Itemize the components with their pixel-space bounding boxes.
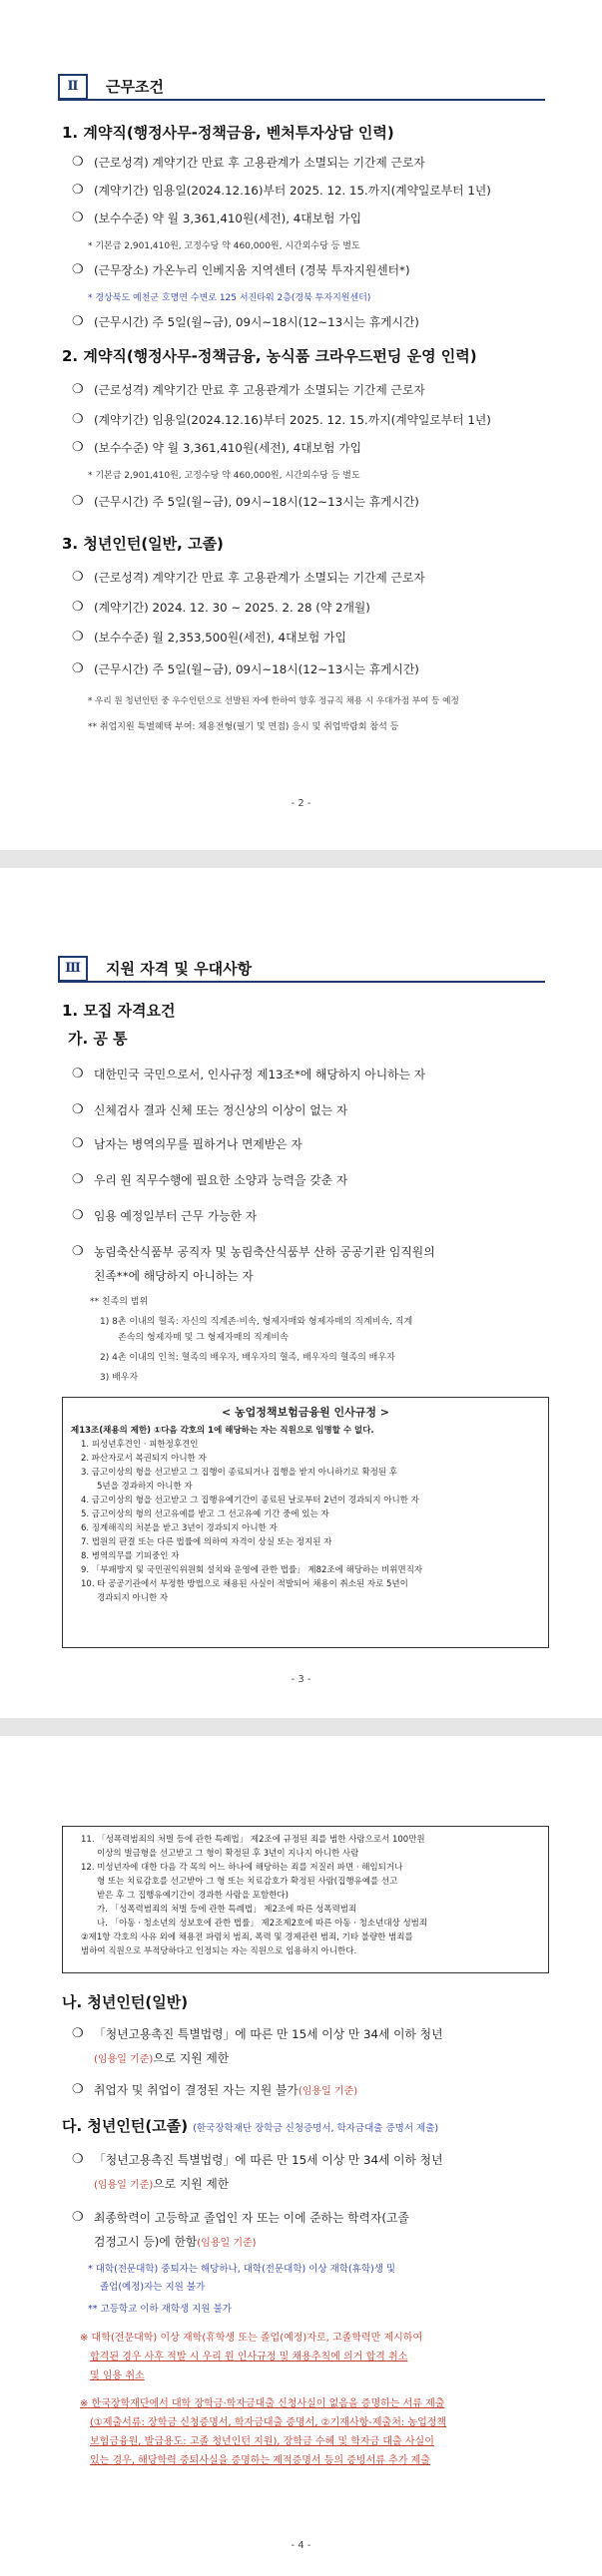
heading-contract-1: 1. 계약직(행정사무-정책금융, 벤처투자상담 인력) (62, 124, 394, 142)
regulation-line: 4. 금고이상의 형을 선고받고 그 집행유예기간이 종료된 날로부터 2년이 경과되지 아니한 자 (81, 1496, 419, 1505)
regulation-line: 8. 병역의무를 기피중인 자 (81, 1551, 180, 1561)
circle-bullet-icon: ❍ (72, 314, 84, 329)
list-item: ❍ (보수수준) 월 2,353,500원(세전), 4대보험 가입 (72, 627, 551, 648)
list-item: ❍ 최종학력이 고등학교 졸업인 자 또는 이에 준하는 학력자(고졸 (72, 2207, 551, 2229)
circle-bullet-icon: ❍ (72, 183, 84, 198)
list-item: ❍ 신체검사 결과 신체 또는 정신상의 이상이 없는 자 (72, 1099, 551, 1121)
circle-bullet-icon: ❍ (72, 1172, 84, 1187)
regulation-box-continued (62, 1826, 549, 1973)
list-item: ❍ 「청년고용촉진 특별법령」에 따른 만 15세 이상 만 34세 이하 청년 (72, 2023, 551, 2045)
circle-bullet-icon: ❍ (72, 600, 84, 615)
circle-bullet-icon: ❍ (72, 382, 84, 397)
note-pay: * 기본급 2,901,410원, 고정수당 약 460,000원, 시간외수당 등 별도 (88, 471, 360, 481)
page-gap (0, 850, 602, 868)
list-item: ❍ (근무시간) 주 5일(월~금), 09시~18시(12~13시는 휴게시간) (72, 311, 551, 333)
circle-bullet-icon: ❍ (72, 262, 84, 277)
circle-bullet-icon: ❍ (72, 2210, 84, 2225)
list-item: ❍ (계약기간) 임용일(2024.12.16)부터 2025. 12. 15.까지(계약일로부터 1년) (72, 180, 551, 202)
note-location: * 경상북도 예천군 호명면 수변로 125 서진타워 2층(경북 투자지원센터) (88, 293, 371, 303)
kin-line: 1) 8촌 이내의 혈족: 자신의 직계존·비속, 형제자매와 형제자매의 직계비속, 직계 (100, 1317, 413, 1327)
warning-note-2: ※ 한국장학재단에서 대학 장학금·학자금대출 신청사실이 없음을 증명하는 서류 제출 (①제출서류: 장학금 신청증명서, 학자금대출 증명서, ②기재사항-제출처: 농업정책 보험금융원, 발급용도: 고졸 청년인턴 지원), 장학금 수혜 및 학자금 대출 사실이 있는 경우, 해당학력 중퇴사실을 증명하는 제적증명서 등의 증빙서류 추가 제출 (80, 2398, 447, 2466)
list-item: ❍ 대한민국 국민으로서, 인사규정 제13조*에 해당하지 아니하는 자 (72, 1064, 551, 1085)
list-item: ❍ 남자는 병역의무를 필하거나 면제받은 자 (72, 1133, 551, 1155)
circle-bullet-icon: ❍ (72, 630, 84, 644)
regulation-line: 5. 금고이상의 형의 선고유예를 받고 그 선고유예 기간 중에 있는 자 (81, 1509, 329, 1519)
circle-bullet-icon: ❍ (72, 1208, 84, 1223)
regulation-line: 나. 「아동 · 청소년의 성보호에 관한 법률」 제2조제2호에 따른 아동 · 청소년대상 성범죄 (97, 1919, 428, 1929)
section-number: Ⅲ (58, 956, 88, 982)
page-4 (0, 1736, 602, 2576)
warning-note-1: ※ 대학(전문대학) 이상 재학(휴학생 또는 졸업(예정)자로, 고졸학력만 제시하여 합격된 경우 사후 적발 시 우리 원 인사규정 및 채용추칙에 의거 합격 취소 및 임용 취소 (80, 2333, 423, 2381)
regulation-line: 받은 후 그 집행유예기간이 경과한 사람을 포함한다) (97, 1891, 289, 1901)
note-student: ** 고등학교 이하 재학생 지원 불가 (88, 2304, 232, 2315)
circle-bullet-icon: ❍ (72, 211, 84, 225)
page-3 (0, 868, 602, 1718)
regulation-article: 제13조(채용의 제한) ①다음 각호의 1에 해당하는 자는 직원으로 임명할 수 없다. (71, 1426, 374, 1436)
circle-bullet-icon: ❍ (72, 661, 84, 676)
list-item-continued: (임용일 기준)으로 지원 제한 (94, 2051, 230, 2065)
page-number: - 4 - (291, 2540, 311, 2551)
heading-intern-general: 나. 청년인턴(일반) (62, 1993, 189, 2011)
circle-bullet-icon: ❍ (72, 494, 84, 509)
regulation-line: 1. 피성년후견인 · 피한정후견인 (81, 1440, 199, 1450)
regulation-title: < 농업정책보험금융원 인사규정 > (221, 1406, 390, 1419)
circle-bullet-icon: ❍ (72, 1067, 84, 1081)
regulation-line: 2. 파산자로서 복권되지 아니한 자 (81, 1454, 207, 1464)
section-title: 근무조건 (106, 78, 164, 96)
section-number: Ⅱ (58, 74, 88, 100)
regulation-line: 6. 징계해직의 처분을 받고 3년이 경과되지 아니한 자 (81, 1523, 278, 1533)
list-item-continued: 검정고시 등)에 한함(임용일 기준) (94, 2235, 257, 2249)
section-header-3 (58, 956, 545, 983)
circle-bullet-icon: ❍ (72, 2082, 84, 2097)
circle-bullet-icon: ❍ (72, 412, 84, 427)
circle-bullet-icon: ❍ (72, 1244, 84, 1259)
note-intern-2: ** 취업지원 특별혜택 부여: 채용전형(필기 및 면접) 응시 및 취업박람회 참석 등 (88, 722, 399, 732)
list-item: ❍ 취업자 및 취업이 결정된 자는 지원 불가(임용일 기준) (72, 2079, 551, 2103)
page-gap (0, 1718, 602, 1736)
circle-bullet-icon: ❍ (72, 155, 84, 170)
regulation-line: 12. 미성년자에 대한 다음 각 목의 어느 하나에 해당하는 죄를 저질러 파면 · 해임되거나 (81, 1863, 403, 1873)
regulation-line: 7. 법원의 판결 또는 다른 법률에 의하여 자격이 상실 또는 정지된 자 (81, 1537, 332, 1547)
heading-intern-highschool: 다. 청년인턴(고졸) (한국장학재단 장학금 신청증명서, 학자금대출 증명서 제출) (62, 2117, 439, 2135)
circle-bullet-icon: ❍ (72, 1136, 84, 1151)
regulation-line: 범하여 직원으로 부적당하다고 인정되는 자는 직원으로 임용하지 아니한다. (81, 1946, 357, 1956)
list-item: ❍ (보수수준) 약 월 3,361,410원(세전), 4대보험 가입 (72, 437, 551, 459)
page-number: - 2 - (291, 798, 311, 809)
list-item: ❍ (계약기간) 2024. 12. 30 ~ 2025. 2. 28 (약 2개월) (72, 597, 551, 619)
heading-common: 가. 공 통 (68, 1030, 128, 1048)
circle-bullet-icon: ❍ (72, 570, 84, 585)
kin-title: ** 친족의 범위 (90, 1297, 149, 1307)
regulation-line: 이상의 벌금형을 선고받고 그 형이 확정된 후 3년이 지나지 아니한 사람 (97, 1849, 359, 1859)
page-number: - 3 - (291, 1674, 311, 1685)
list-item: ❍ (근로성격) 계약기간 만료 후 고용관계가 소멸되는 기간제 근로자 (72, 152, 551, 174)
kin-line: 2) 4촌 이내의 인척: 혈족의 배우자, 배우자의 혈족, 배우자의 혈족의 배우자 (100, 1353, 395, 1363)
list-item: ❍ (근로성격) 계약기간 만료 후 고용관계가 소멸되는 기간제 근로자 (72, 567, 551, 589)
note-dropout-cont: 졸업(예정)자는 지원 불가 (100, 2282, 206, 2293)
heading-intern: 3. 청년인턴(일반, 고졸) (62, 535, 224, 553)
list-item: ❍ 「청년고용촉진 특별법령」에 따른 만 15세 이상 만 34세 이하 청년 (72, 2149, 551, 2171)
circle-bullet-icon: ❍ (72, 440, 84, 455)
list-item: ❍ (보수수준) 약 월 3,361,410원(세전), 4대보험 가입 (72, 208, 551, 229)
regulation-line: 경과되지 아니한 자 (97, 1593, 169, 1603)
regulation-line: 10. 타 공공기관에서 부정한 방법으로 채용된 사실이 적발되어 채용이 취소된 자로 5년이 (81, 1579, 408, 1589)
list-item: ❍ (계약기간) 임용일(2024.12.16)부터 2025. 12. 15.까지(계약일로부터 1년) (72, 409, 551, 431)
note-dropout: * 대학(전문대학) 중퇴자는 해당하나, 대학(전문대학) 이상 재학(휴학)생 및 (88, 2264, 396, 2275)
note-intern-1: * 우리 원 청년인턴 중 우수인턴으로 선발된 자에 한하여 향후 정규직 채용 시 우대가점 부여 등 예정 (88, 696, 459, 706)
list-item: ❍ (근무장소) 가온누리 인베지움 지역센터 (경북 투자지원센터*) (72, 259, 551, 281)
list-item: ❍ 우리 원 직무수행에 필요한 소양과 능력을 갖춘 자 (72, 1169, 551, 1191)
regulation-line: 가. 「성폭력범죄의 처벌 등에 관한 특례법」 제2조에 따른 성폭력범죄 (97, 1905, 357, 1915)
regulation-line: 형 또는 치료감호를 선고받아 그 형 또는 치료감호가 확정된 사람(집행유예를 선고 (97, 1877, 398, 1887)
section-title: 지원 자격 및 우대사항 (106, 960, 253, 978)
kin-line: 존속의 형제자매 및 그 형제자매의 직계비속 (118, 1333, 289, 1343)
regulation-box (62, 1397, 549, 1648)
heading-contract-2: 2. 계약직(행정사무-정책금융, 농식품 크라우드펀딩 운영 인력) (62, 347, 477, 365)
kin-line: 3) 배우자 (100, 1373, 139, 1383)
list-item: ❍ 농림축산식품부 공직자 및 농림축산식품부 산하 공공기관 임직원의 (72, 1241, 551, 1263)
list-item: ❍ (근무시간) 주 5일(월~금), 09시~18시(12~13시는 휴게시간) (72, 658, 551, 680)
circle-bullet-icon: ❍ (72, 1102, 84, 1117)
list-item-continued: 친족**에 해당하지 아니하는 자 (94, 1269, 254, 1283)
regulation-line: ②제1항 각호의 사유 외에 채용전 파렴치 범죄, 폭력 및 경제관련 범죄, 기타 불량한 범죄를 (81, 1932, 413, 1942)
list-item: ❍ 임용 예정일부터 근무 가능한 자 (72, 1205, 551, 1227)
page-2 (0, 0, 602, 850)
regulation-line: 3. 금고이상의 형을 선고받고 그 집행이 종료되거나 집행을 받지 아니하기로 확정된 후 (81, 1468, 398, 1478)
section-header-2 (58, 74, 545, 101)
list-item: ❍ (근무시간) 주 5일(월~금), 09시~18시(12~13시는 휴게시간) (72, 491, 551, 513)
list-item-continued: (임용일 기준)으로 지원 제한 (94, 2177, 230, 2191)
circle-bullet-icon: ❍ (72, 2152, 84, 2167)
heading-requirements: 1. 모집 자격요건 (62, 1002, 176, 1020)
list-item: ❍ (근로성격) 계약기간 만료 후 고용관계가 소멸되는 기간제 근로자 (72, 379, 551, 401)
regulation-line: 5년을 경과하지 아니한 자 (97, 1482, 193, 1492)
regulation-line: 11. 「성폭력범죄의 처벌 등에 관한 특례법」 제2조에 규정된 죄를 범한 사람으로서 100만원 (81, 1835, 425, 1845)
note-pay: * 기본급 2,901,410원, 고정수당 약 460,000원, 시간외수당 등 별도 (88, 241, 360, 251)
circle-bullet-icon: ❍ (72, 2026, 84, 2041)
regulation-line: 9. 「부패방지 및 국민권익위원회 설치와 운영에 관한 법률」 제82조에 해당하는 비위면직자 (81, 1565, 423, 1575)
